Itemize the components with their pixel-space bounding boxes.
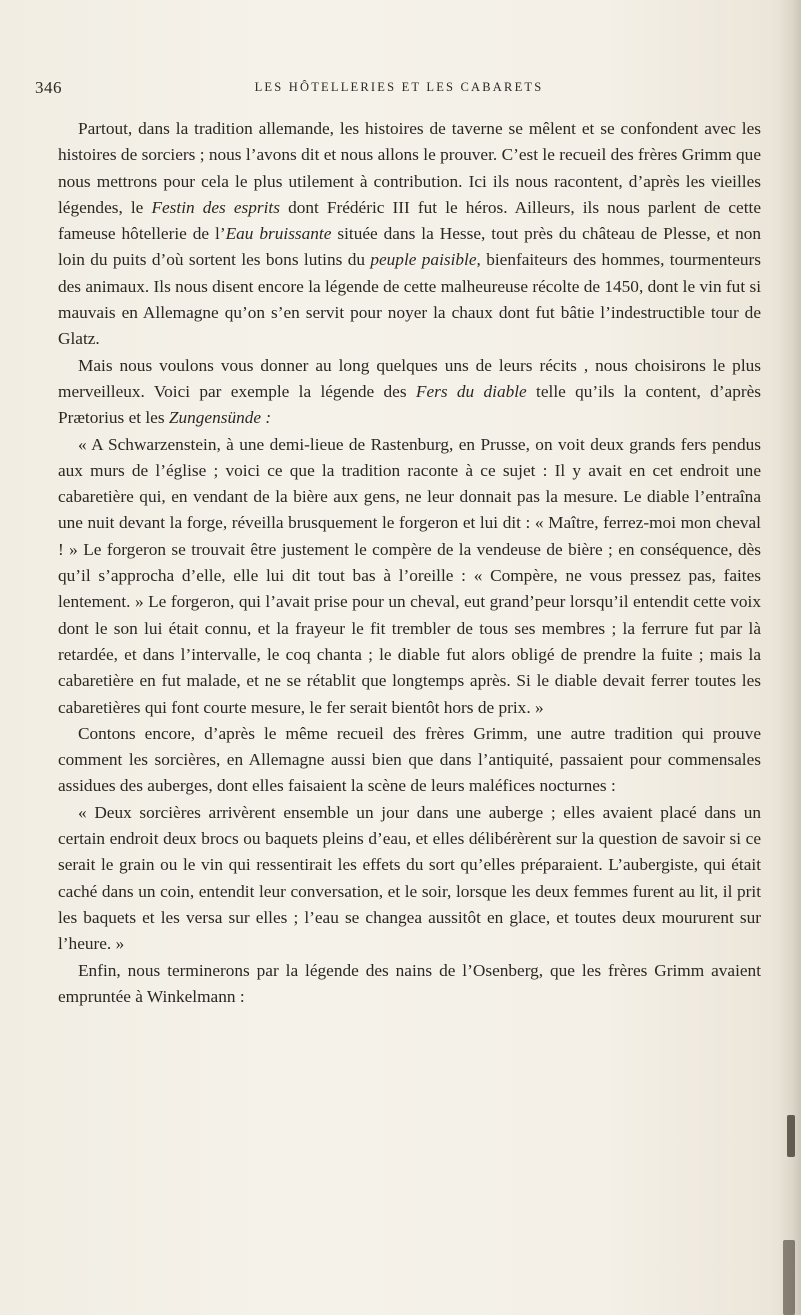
page-header (35, 78, 763, 102)
text-segment: située dans la Hesse, tout près du château de Plesse, et non loin du puits d’où sortent les bons lutins du (58, 224, 762, 270)
italic-title: Fers du diable (415, 381, 527, 401)
text-segment: Partout, dans la tradition allemande, les histoires de taverne se mêlent et se confondent avec les histoires de sorciers ; nous l’avons dit et nous allons le prouver. C’est le recueil des frères Grimm que nous mettrons pour cela le plus utilement à contribution. Ici ils nous racontent, d’après les vieilles légendes, le (58, 119, 761, 217)
italic-title: Festin des esprits (151, 197, 280, 217)
page-number: 346 (35, 78, 62, 97)
paragraph-fers-intro (58, 353, 761, 432)
italic-title: peuple paisible (370, 250, 477, 270)
running-head: LES HÔTELLERIES ET LES CABARETS (254, 80, 544, 94)
body-text (58, 116, 761, 1010)
paragraph-conclusion: Enfin, nous terminerons par la légende des nains de l’Osenberg, que les frères Grimm avaient empruntée à Winkelmann : (58, 960, 761, 1006)
scan-edge-mark (787, 1115, 795, 1157)
paragraph-sorcieres-quote: « Deux sorcières arrivèrent ensemble un jour dans une auberge ; elles avaient placé dans un certain endroit deux brocs ou baquets pleins d’eau, et elles délibérèrent sur la question de savoir si ce serait le grain ou le vin qui ressentirait les effets du sort qu’elles préparaient. L’aubergiste, qui était caché dans un coin, entendit leur conversation, et le soir, lorsque les deux femmes furent au lit, il prit les baquets et les versa sur elles ; l’eau se changea aussitôt en glace, et toutes deux moururent sur l’heure. » (58, 802, 761, 954)
text-segment: dont Frédéric III fut le héros. Ailleurs, ils nous parlent de cette fameuse hôtellerie de l’ (58, 197, 761, 244)
scan-edge-mark (783, 1240, 795, 1315)
paragraph-fers-quote: « A Schwarzenstein, à une demi-lieue de Rastenburg, en Prusse, on voit deux grands fers pendus aux murs de l’église ; voici ce que la tradition raconte à ce sujet : Il y avait en cet endroit une cabaretière qui, en vendant de la bière aux gens, ne leur donnait pas la mesure. Le diable l’entraîna une nuit devant la forge, réveilla brusquement le forgeron et lui dit : « Maître, ferrez-moi mon cheval ! » Le forgeron se trouvait être justement le compère de la vendeuse de bière ; en conséquence, dès qu’il s’approcha d’elle, elle lui dit tout bas à l’oreille : « Compère, ne vous pressez pas, faites lentement. » Le forgeron, qui l’avait prise pour un cheval, eut grand’peur lorsqu’il entendit cette voix dont le son lui était connu, et la frayeur le fit trembler de tous ses membres ; la ferrure fut par là retardée, et dans l’intervalle, le coq chanta ; le diable fut alors obligé de prendre la fuite ; mais la cabaretière en fut malade, et ne se rétablit que longtemps après. Si le diable devait ferrer toutes les cabaretières qui font courte mesure, le fer serait bientôt hors de prix. » (58, 434, 761, 717)
italic-title: Zungensünde : (168, 408, 272, 428)
paragraph-sorcieres-intro: Contons encore, d’après le même recueil des frères Grimm, une autre tradition qui prouve comment les sorcières, en Allemagne aussi bien que dans l’antiquité, passaient pour commensales assidues des auberges, dont elles faisaient la scène de leurs maléfices nocturnes : (58, 723, 761, 796)
text-segment: , bienfaiteurs des hommes, tourmenteurs des animaux. Ils nous disent encore la légende de cette malheureuse récolte de 1450, dont le vin fut si mauvais en Allemagne qu’on s’en servit pour noyer la chaux dont fut bâtie l’indestructible tour de Glatz. (58, 250, 761, 349)
text-segment: telle qu’ils la content, d’après Prætorius et les (58, 381, 762, 428)
paragraph-intro (58, 116, 761, 353)
italic-title: Eau bruissante (225, 224, 332, 244)
text-segment: Mais nous voulons vous donner au long quelques uns de leurs récits , nous choisirons le plus merveilleux. Voici par exemple la légende des (58, 355, 761, 401)
